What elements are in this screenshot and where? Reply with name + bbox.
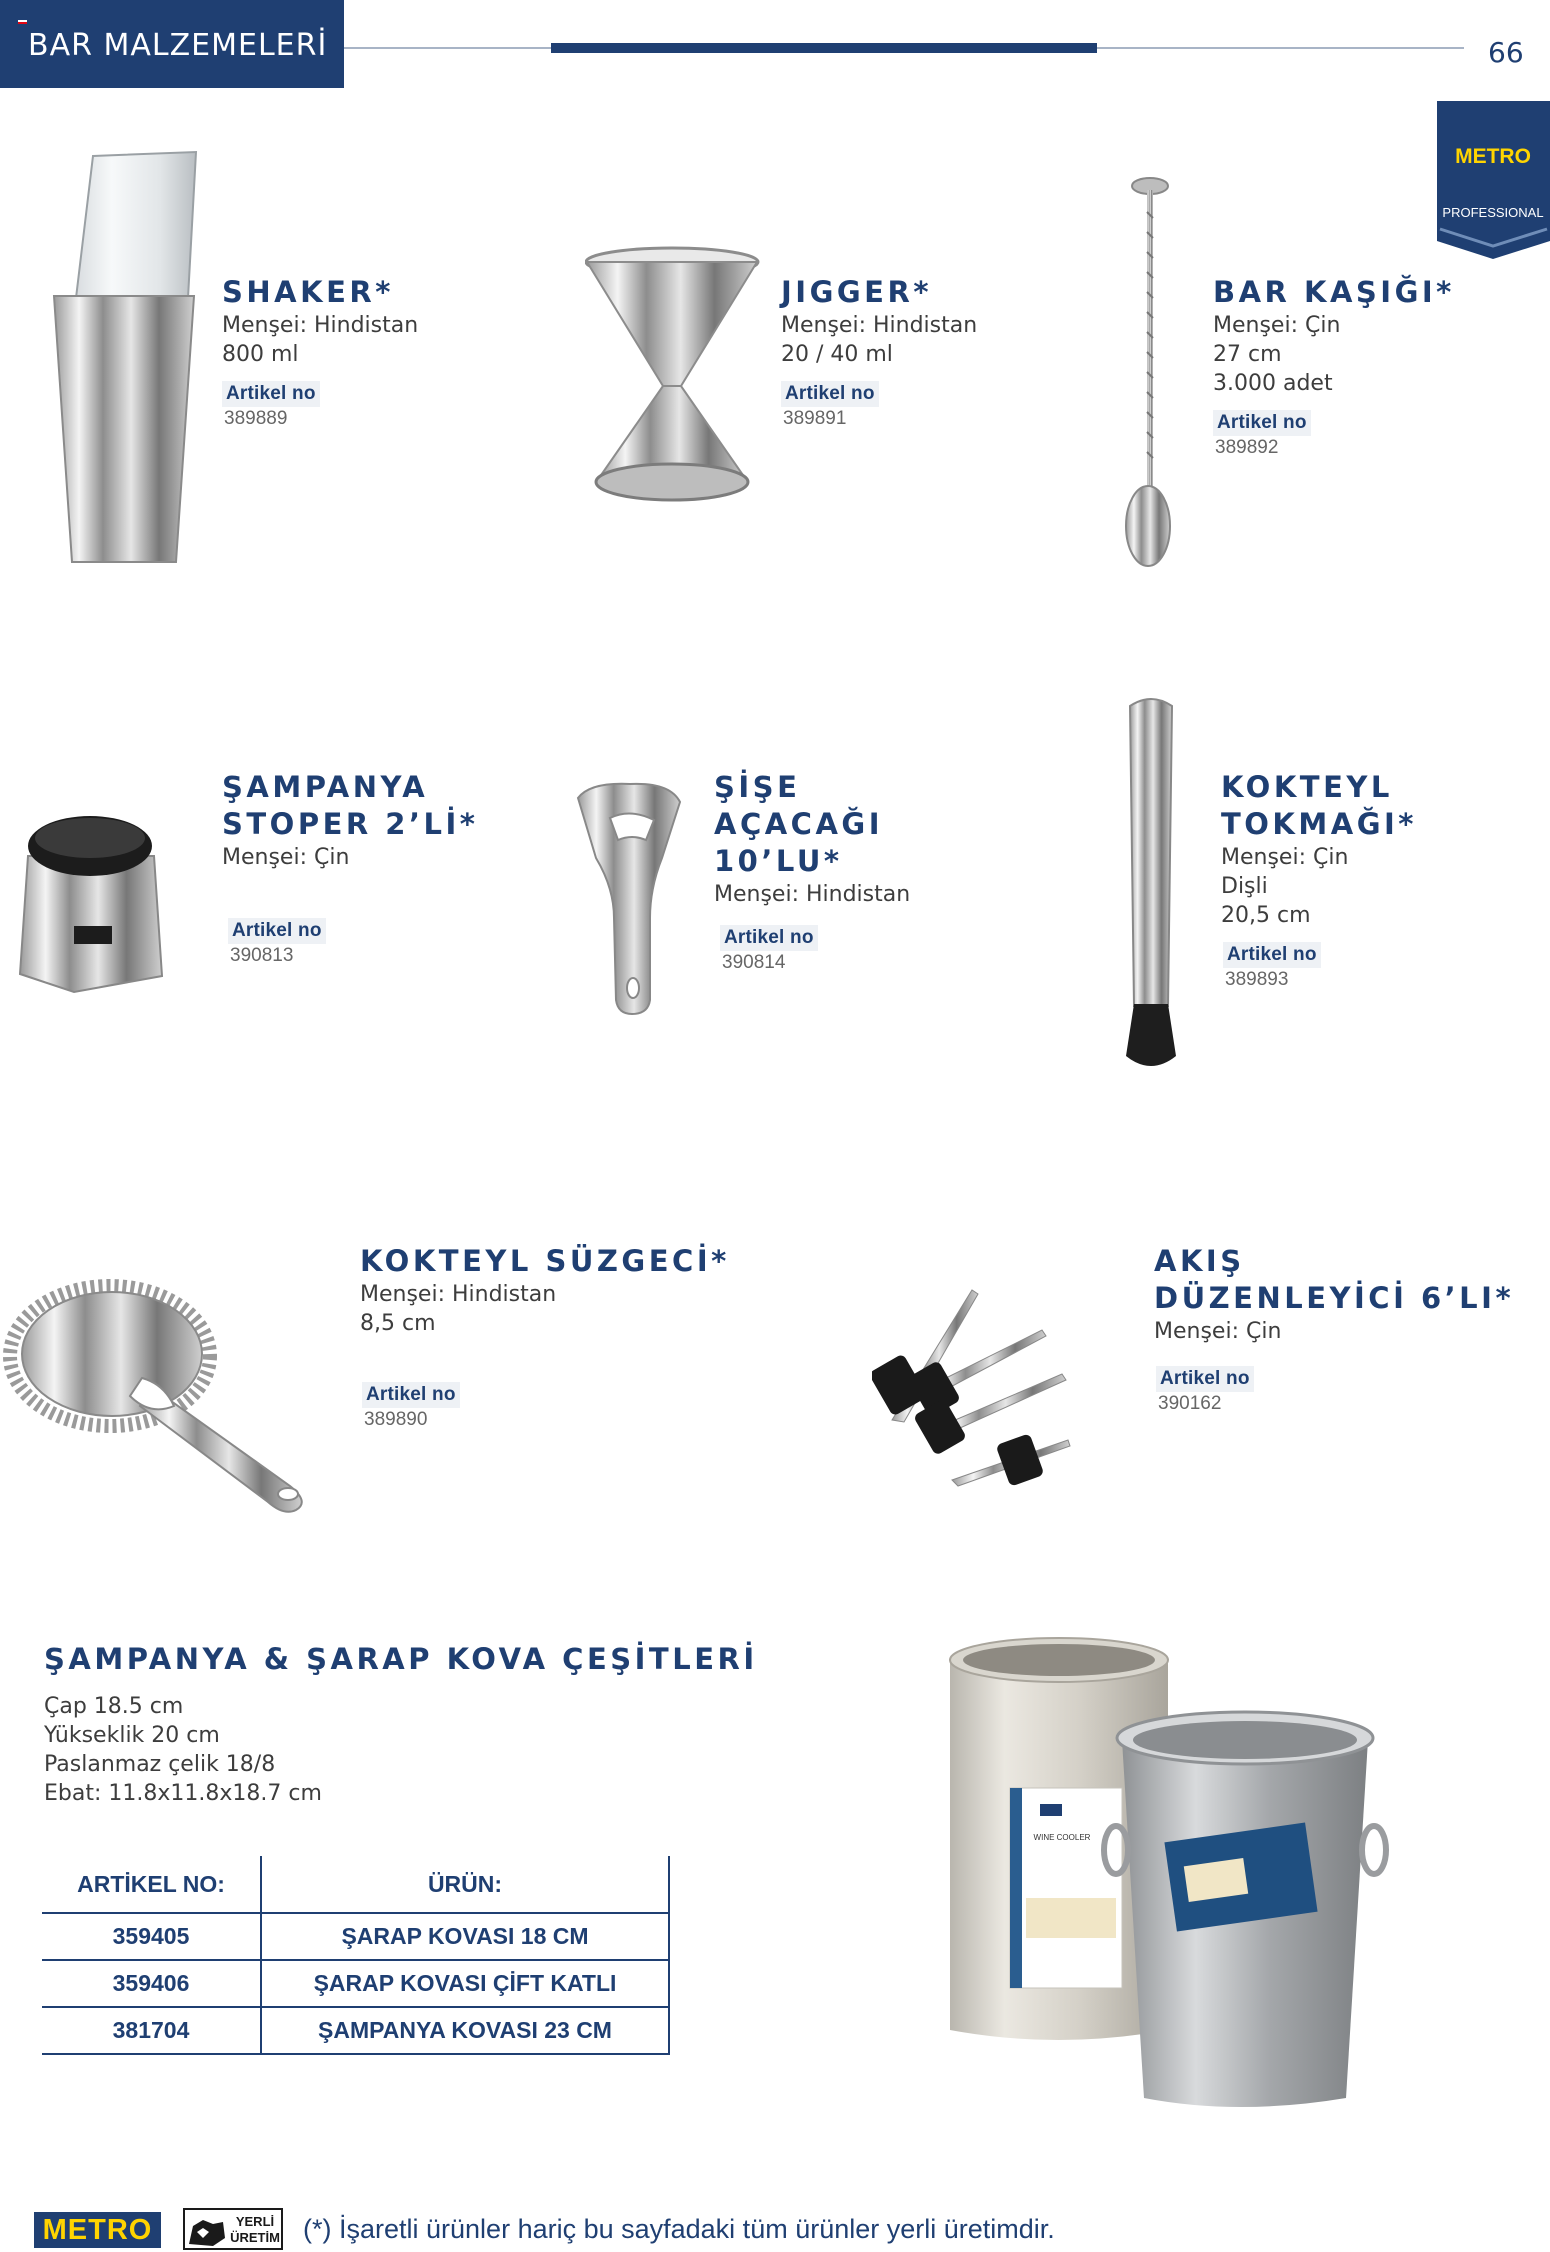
product-origin: Menşei: Hindistan	[360, 1282, 557, 1307]
artikel-label: Artikel no	[1223, 942, 1321, 968]
product-shaker	[222, 274, 418, 431]
product-detail: 20,5 cm	[1221, 903, 1311, 928]
table-cell: ŞARAP KOVASI ÇİFT KATLI	[261, 1960, 669, 2007]
product-detail: 20 / 40 ml	[781, 342, 893, 367]
artikel-number: 389893	[1225, 969, 1289, 990]
product-title: ŞAMPANYA	[222, 770, 429, 804]
product-title: ŞİŞE	[714, 770, 801, 804]
kova-spec: Çap 18.5 cm	[44, 1694, 184, 1719]
table-row	[42, 2007, 669, 2054]
product-title: 10’LU*	[714, 844, 843, 878]
strainer-image	[0, 1266, 315, 1516]
product-title: JIGGER*	[781, 275, 932, 309]
product-origin: Menşei: Hindistan	[222, 313, 419, 338]
product-detail: 8,5 cm	[360, 1311, 436, 1336]
footer-metro-logo	[34, 2212, 161, 2248]
artikel-label: Artikel no	[720, 925, 818, 951]
table-row	[42, 1960, 669, 2007]
product-sampanya-stoper	[222, 769, 478, 968]
column-header: ÜRÜN:	[261, 1856, 669, 1913]
artikel-label: Artikel no	[1213, 410, 1311, 436]
bar-spoon-image	[1118, 172, 1178, 572]
product-origin: Menşei: Çin	[1213, 313, 1341, 338]
artikel-number: 389889	[224, 408, 288, 429]
artikel-number: 389892	[1215, 437, 1279, 458]
footer-brand: METRO	[42, 2214, 153, 2246]
artikel-label: Artikel no	[228, 918, 326, 944]
product-detail: 3.000 adet	[1213, 371, 1333, 396]
product-sise-acacagi	[714, 769, 910, 975]
wine-buckets-image	[938, 1630, 1458, 2140]
artikel-number: 389890	[364, 1409, 428, 1430]
badge-sub: PROFESSIONAL	[1442, 205, 1544, 220]
kova-spec: Ebat: 11.8x11.8x18.7 cm	[44, 1781, 322, 1806]
jigger-image	[585, 246, 760, 506]
product-detail: 800 ml	[222, 342, 299, 367]
table-cell: 359405	[42, 1913, 261, 1960]
product-akis-duzenleyici	[1154, 1243, 1514, 1416]
artikel-number: 389891	[783, 408, 847, 429]
product-origin: Menşei: Çin	[222, 845, 350, 870]
product-title: DÜZENLEYİCİ 6’LI*	[1154, 1281, 1515, 1315]
metro-professional-logo	[1437, 101, 1550, 259]
kova-spec: Yükseklik 20 cm	[44, 1723, 220, 1748]
yerli-uretim-logo	[183, 2208, 283, 2250]
bottle-opener-image	[570, 778, 685, 1018]
table-row	[42, 1913, 669, 1960]
artikel-label: Artikel no	[362, 1382, 460, 1408]
product-title: STOPER 2’Lİ*	[222, 807, 479, 841]
product-title: KOKTEYL	[1221, 770, 1393, 804]
product-origin: Menşei: Çin	[1154, 1319, 1282, 1344]
product-title: AKIŞ	[1154, 1244, 1245, 1278]
product-kokteyl-tokmagi	[1221, 769, 1417, 992]
product-title: BAR KAŞIĞI*	[1213, 275, 1455, 309]
product-title: SHAKER*	[222, 275, 394, 309]
product-bar-kasigi	[1213, 274, 1455, 460]
table-cell: 359406	[42, 1960, 261, 2007]
badge-brand: METRO	[1455, 145, 1531, 168]
footer-note: (*) İşaretli ürünler hariç bu sayfadaki tüm ürünler yerli üretimdir.	[303, 2214, 1055, 2244]
flag-icon	[18, 20, 27, 24]
yerli-line1: YERLİ	[235, 2214, 275, 2229]
product-origin: Menşei: Hindistan	[714, 882, 911, 907]
champagne-stopper-image	[14, 806, 169, 996]
product-jigger	[781, 274, 977, 431]
product-title: TOKMAĞI*	[1221, 807, 1417, 841]
table-cell: 381704	[42, 2007, 261, 2054]
yerli-line2: ÜRETİM	[230, 2230, 280, 2245]
product-detail: 27 cm	[1213, 342, 1282, 367]
product-origin: Menşei: Çin	[1221, 845, 1349, 870]
artikel-number: 390162	[1158, 1393, 1222, 1414]
page-number: 66	[1488, 36, 1524, 69]
section-title: BAR MALZEMELERİ	[28, 28, 328, 63]
artikel-label: Artikel no	[222, 381, 320, 407]
kova-spec: Paslanmaz çelik 18/8	[44, 1752, 276, 1777]
artikel-label: Artikel no	[781, 381, 879, 407]
kova-table	[42, 1856, 670, 2055]
artikel-label: Artikel no	[1156, 1366, 1254, 1392]
product-detail: Dişli	[1221, 874, 1268, 899]
product-kokteyl-suzgeci	[360, 1243, 730, 1432]
pourers-image	[872, 1270, 1072, 1490]
column-header: ARTİKEL NO:	[42, 1856, 261, 1913]
cooler-label: WINE COOLER	[1033, 1833, 1091, 1842]
artikel-number: 390813	[230, 945, 294, 966]
muddler-image	[1120, 696, 1182, 1072]
artikel-number: 390814	[722, 952, 786, 973]
table-header-row	[42, 1856, 669, 1913]
product-title: AÇACAĞI	[714, 807, 883, 841]
header-rule-accent	[551, 43, 1097, 53]
product-origin: Menşei: Hindistan	[781, 313, 978, 338]
shaker-image	[48, 148, 198, 568]
product-title: KOKTEYL SÜZGECİ*	[360, 1244, 730, 1278]
table-cell: ŞARAP KOVASI 18 CM	[261, 1913, 669, 1960]
table-cell: ŞAMPANYA KOVASI 23 CM	[261, 2007, 669, 2054]
kova-section	[44, 1641, 758, 1808]
kova-title: ŞAMPANYA & ŞARAP KOVA ÇEŞİTLERİ	[44, 1642, 758, 1676]
